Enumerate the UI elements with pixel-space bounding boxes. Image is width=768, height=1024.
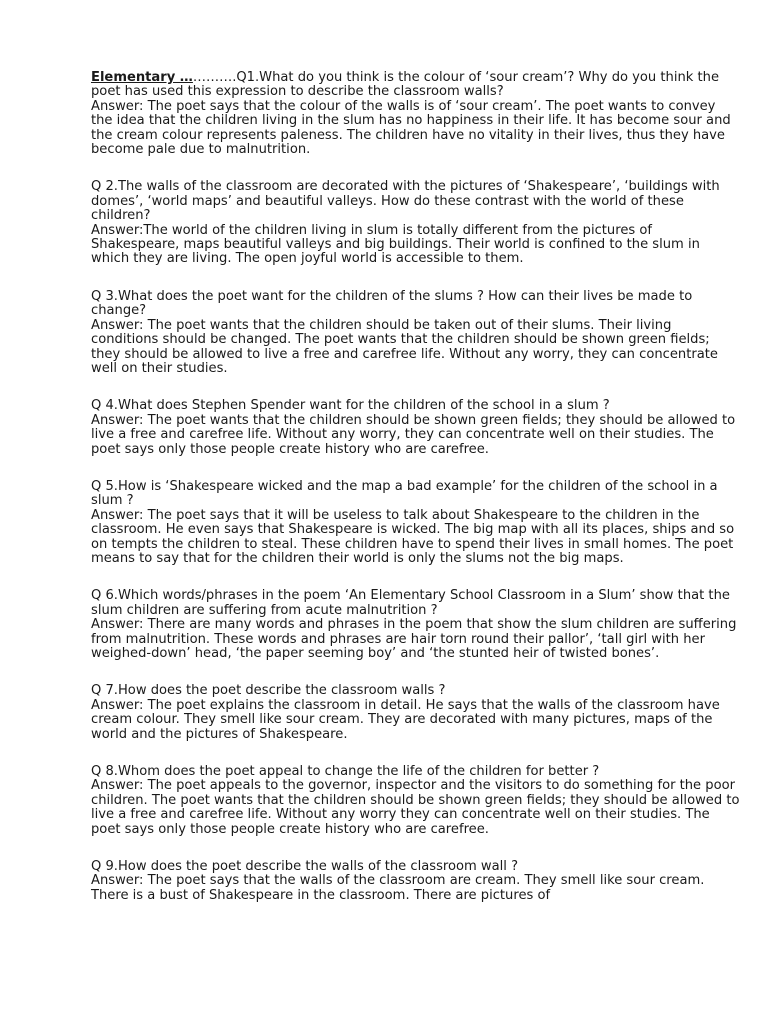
answer-1: Answer: The poet says that the colour of the walls is of ‘sour cream’. The poet wants to convey the idea that the children living in the slum has no happiness in their life. It has become sour and the cream colour represents paleness. The children have no vitality in their lives, thus they have become pale due to malnutrition. [91, 98, 731, 158]
qa-block-1 [91, 71, 741, 157]
answer-3: Answer: The poet wants that the children should be taken out of their slums. Their living conditions should be changed. The poet wants that the children should be shown green fields; they should be allowed to live a free and carefree life. Without any worry, they can concentrate well on their studies. [91, 317, 718, 376]
document-page [91, 71, 741, 926]
qa-block-2 [91, 180, 741, 266]
answer-2: Answer:The world of the children living in slum is totally different from the pictures of Shakespeare, maps beautiful valleys and big buildings. Their world is confined to the slum in which they are living. The open joyful world is accessible to them. [91, 222, 700, 267]
qa-block-4 [91, 399, 741, 457]
question-7: Q 7.How does the poet describe the classroom walls ? [91, 683, 446, 699]
answer-6: Answer: There are many words and phrases in the poem that show the slum children are suffering from malnutrition. These words and phrases are hair torn round their pallor’, ‘tall girl with her weighed-down’ head, ‘the paper seeming boy’ and ‘the stunted heir of twisted bones’. [91, 617, 737, 661]
question-2: Q 2.The walls of the classroom are decorated with the pictures of ‘Shakespeare’, ‘buildings with domes’, ‘world maps’ and beautiful valleys. How do these contrast with the world of these children? [91, 179, 720, 224]
answer-5: Answer: The poet says that it will be useless to talk about Shakespeare to the children in the classroom. He even says that Shakespeare is wicked. The big map with all its places, ships and so on tempts the children to steal. These children have to spend their lives in small homes. The poet means to say that for the children their world is only the slums not the big maps. [91, 507, 735, 566]
qa-block-3 [91, 290, 741, 376]
question-8: Q 8.Whom does the poet appeal to change the life of the children for better ? [91, 764, 600, 780]
question-5: Q 5.How is ‘Shakespeare wicked and the map a bad example’ for the children of the school in a slum ? [91, 478, 718, 509]
answer-9: Answer: The poet says that the walls of the classroom are cream. They smell like sour cream. There is a bust of Shakespeare in the classroom. There are pictures of [91, 873, 705, 903]
answer-8: Answer: The poet appeals to the governor, inspector and the visitors to do something for the poor children. The poet wants that the children should be shown green fields; they should be allowed to live a free and carefree life. Without any worry they can concentrate well on their studies. The poet says only those people create history who are carefree. [91, 778, 740, 837]
qa-block-9 [91, 860, 741, 903]
question-3: Q 3.What does the poet want for the children of the slums ? How can their lives be made to change? [91, 288, 693, 319]
answer-7: Answer: The poet explains the classroom in detail. He says that the walls of the classroom have cream colour. They smell like sour cream. They are decorated with many pictures, maps of the world and the pictures of Shakespeare. [91, 697, 720, 742]
question-1 [91, 71, 741, 100]
qa-block-6 [91, 589, 741, 661]
question-4: Q 4.What does Stephen Spender want for the children of the school in a slum ? [91, 398, 610, 414]
document-title: Elementary … [91, 70, 193, 85]
qa-block-5 [91, 480, 741, 566]
qa-block-7 [91, 684, 741, 742]
question-1-text: ……….Q1.What do you think is the colour of ‘sour cream’? Why do you think the poet has used this expression to describe the classroom walls? [91, 70, 719, 100]
answer-4: Answer: The poet wants that the children should be shown green fields; they should be allowed to live a free and carefree life. Without any worry, they can concentrate well on their studies. The poet says only those people create history who are carefree. [91, 412, 736, 457]
qa-block-8 [91, 765, 741, 837]
question-9: Q 9.How does the poet describe the walls of the classroom wall ? [91, 859, 519, 875]
question-6: Q 6.Which words/phrases in the poem ‘An Elementary School Classroom in a Slum’ show that the slum children are suffering from acute malnutrition ? [91, 588, 730, 618]
